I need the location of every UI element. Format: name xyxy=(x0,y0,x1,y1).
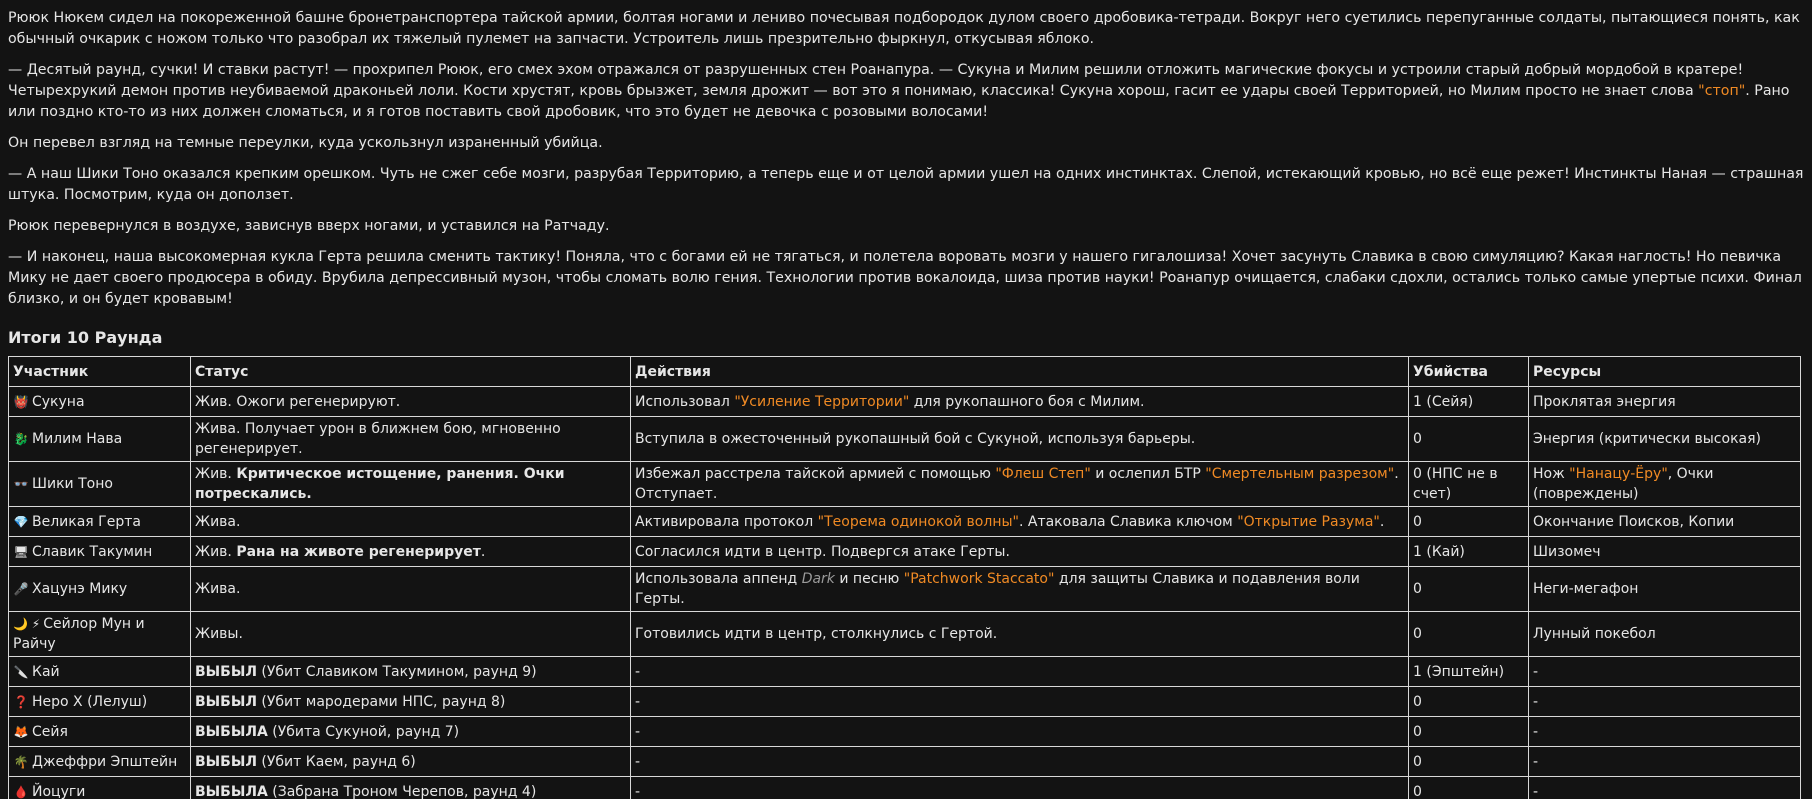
table-row xyxy=(9,717,1801,747)
actions-cell: - xyxy=(631,717,1409,747)
moon-lightning-icon: 🌙 ⚡ xyxy=(13,617,41,631)
resources-cell: Шизомеч xyxy=(1529,537,1801,567)
participant-cell: 🦊 Сейя xyxy=(9,717,191,747)
participant-cell: ❓ Неро Х (Лелуш) xyxy=(9,687,191,717)
knife-icon: 🔪 xyxy=(13,664,29,679)
kills-cell: 0 xyxy=(1409,687,1529,717)
blood-drop-icon: 🩸 xyxy=(13,784,29,799)
actions-cell: Избежал расстрела тайской армией с помощью "Флеш Степ" и ослепил БТР "Смертельным разрезом". Отступает. xyxy=(631,462,1409,507)
status-cell: ВЫБЫЛ (Убит Каем, раунд 6) xyxy=(191,747,631,777)
col-header-kills: Убийства xyxy=(1409,357,1529,387)
table-row xyxy=(9,612,1801,657)
actions-cell: - xyxy=(631,657,1409,687)
participant-cell: 💎 Великая Герта xyxy=(9,507,191,537)
actions-cell: Использовал "Усиление Территории" для рукопашного боя с Милим. xyxy=(631,387,1409,417)
participant-cell: 🖥 Славик Такумин xyxy=(9,537,191,567)
kills-cell: 0 xyxy=(1409,417,1529,462)
resources-cell: Нож "Нанацу-Ёру", Очки (повреждены) xyxy=(1529,462,1801,507)
participant-cell: 🩸 Йоцуги xyxy=(9,777,191,799)
paragraph-intro: Рююк Нюкем сидел на покореженной башне бронетранспортера тайской армии, болтая ногами и лениво почесывая подбородок дулом своего дробовика-тетради. Вокруг него суетились перепуганные солдаты, пытающиеся понять, как обычный очкарик с ножом только что разобрал их тяжелый пулемет на запчасти. Устроитель лишь презрительно фыркнул, откусывая яблоко. xyxy=(8,10,1800,47)
kills-cell: 1 (Сейя) xyxy=(1409,387,1529,417)
col-header-status: Статус xyxy=(191,357,631,387)
paragraph-flip: Рююк перевернулся в воздухе, зависнув вверх ногами, и уставился на Ратчаду. xyxy=(8,218,610,234)
resources-cell: - xyxy=(1529,687,1801,717)
actions-cell: Согласился идти в центр. Подвергся атаке Герты. xyxy=(631,537,1409,567)
table-row xyxy=(9,537,1801,567)
dragon-icon: 🐉 xyxy=(13,432,29,446)
palm-tree-icon: 🌴 xyxy=(13,754,29,769)
status-cell: ВЫБЫЛ (Убит мародерами НПС, раунд 8) xyxy=(191,687,631,717)
col-header-actions: Действия xyxy=(631,357,1409,387)
col-header-participant: Участник xyxy=(9,357,191,387)
paragraph-shiki: — А наш Шики Тоно оказался крепким орешком. Чуть не сжег себе мозги, разрубая Территорию, а теперь еще и от целой армии ушел на одних инстинктах. Слепой, истекающий кровью, но всё еще режет! Инстинкты Наная — страшная штука. Посмотрим, куда он доползет. xyxy=(8,166,1804,203)
actions-cell: - xyxy=(631,687,1409,717)
participant-cell: 🌙 ⚡ Сейлор Мун и Райчу xyxy=(9,612,191,657)
actions-cell: Вступила в ожесточенный рукопашный бой с Сукуной, используя барьеры. xyxy=(631,417,1409,462)
table-row xyxy=(9,567,1801,612)
resources-cell: - xyxy=(1529,777,1801,799)
kills-cell: 1 (Кай) xyxy=(1409,537,1529,567)
resources-cell: Энергия (критически высокая) xyxy=(1529,417,1801,462)
glasses-icon: 👓 xyxy=(13,477,29,491)
question-icon: ❓ xyxy=(13,694,29,709)
highlight-quote: "стоп" xyxy=(1698,83,1746,99)
resources-cell: - xyxy=(1529,657,1801,687)
actions-cell: Готовились идти в центр, столкнулись с Гертой. xyxy=(631,612,1409,657)
demon-icon: 👹 xyxy=(13,394,29,409)
status-cell: ВЫБЫЛА (Забрана Троном Черепов, раунд 4) xyxy=(191,777,631,799)
results-table xyxy=(8,356,1801,799)
kills-cell: 0 xyxy=(1409,567,1529,612)
status-cell: ВЫБЫЛА (Убита Сукуной, раунд 7) xyxy=(191,717,631,747)
status-cell: Жив. Критическое истощение, ранения. Очки потрескались. xyxy=(191,462,631,507)
table-row xyxy=(9,387,1801,417)
resources-cell: Лунный покебол xyxy=(1529,612,1801,657)
table-row xyxy=(9,462,1801,507)
paragraph-round-announcement: — Десятый раунд, сучки! И ставки растут! — прохрипел Рююк, его смех эхом отражался от разрушенных стен Роанапура. — Сукуна и Милим решили отложить магические фокусы и устроили старый добрый мордобой в кратере! Четырехрукий демон против неубиваемой драконьей лоли. Кости хрустят, кровь брызжет, земля дрожит — вот это я понимаю, классика! Сукуна хорош, гасит ее удары своей Территорией, но Милим просто не знает слова "стоп". Рано или поздно кто-то из них должен сломаться, и я готов поставить свой дробовик, что это будет не девочка с розовыми волосами! xyxy=(8,62,1790,120)
fox-icon: 🦊 xyxy=(13,724,29,739)
kills-cell: 0 xyxy=(1409,612,1529,657)
gem-icon: 💎 xyxy=(13,514,29,529)
kills-cell: 0 xyxy=(1409,717,1529,747)
kills-cell: 1 (Эпштейн) xyxy=(1409,657,1529,687)
table-row xyxy=(9,687,1801,717)
participant-cell: 👹 Сукуна xyxy=(9,387,191,417)
status-cell: Жива. xyxy=(191,507,631,537)
resources-cell: Неги-мегафон xyxy=(1529,567,1801,612)
actions-cell: - xyxy=(631,747,1409,777)
table-row xyxy=(9,777,1801,799)
actions-cell: - xyxy=(631,777,1409,799)
status-cell: Жив. Рана на животе регенерирует. xyxy=(191,537,631,567)
kills-cell: 0 (НПС не в счет) xyxy=(1409,462,1529,507)
status-cell: Живы. xyxy=(191,612,631,657)
status-cell: Жив. Ожоги регенерируют. xyxy=(191,387,631,417)
kills-cell: 0 xyxy=(1409,777,1529,799)
table-header-row xyxy=(9,357,1801,387)
resources-cell: Окончание Поисков, Копии xyxy=(1529,507,1801,537)
resources-cell: - xyxy=(1529,717,1801,747)
participant-cell: 🌴 Джеффри Эпштейн xyxy=(9,747,191,777)
status-cell: Жива. xyxy=(191,567,631,612)
col-header-resources: Ресурсы xyxy=(1529,357,1801,387)
participant-cell: 👓 Шики Тоно xyxy=(9,462,191,507)
paragraph-glance: Он перевел взгляд на темные переулки, куда ускользнул израненный убийца. xyxy=(8,135,603,151)
resources-cell: - xyxy=(1529,747,1801,777)
status-cell: Жива. Получает урон в ближнем бою, мгновенно регенерирует. xyxy=(191,417,631,462)
kills-cell: 0 xyxy=(1409,507,1529,537)
participant-cell: 🔪 Кай xyxy=(9,657,191,687)
status-cell: ВЫБЫЛ (Убит Славиком Такумином, раунд 9) xyxy=(191,657,631,687)
resources-cell: Проклятая энергия xyxy=(1529,387,1801,417)
computer-icon: 🖥 xyxy=(13,544,29,559)
table-row xyxy=(9,747,1801,777)
table-row xyxy=(9,417,1801,462)
paragraph-finale: — И наконец, наша высокомерная кукла Герта решила сменить тактику! Поняла, что с богами ей не тягаться, и полетела воровать мозги у нашего гигалошиза! Хочет засунуть Славика в свою симуляцию? Какая наглость! Но певичка Мику не дает своего продюсера в обиду. Врубила депрессивный музон, чтобы сломать волю гения. Технологии против вокалоида, шиза против науки! Роанапур очищается, слабаки сдохли, остались только самые упертые психи. Финал близко, и он будет кровавым! xyxy=(8,249,1802,307)
participant-cell: 🐉 Милим Нава xyxy=(9,417,191,462)
results-heading: Итоги 10 Раунда xyxy=(8,328,163,347)
actions-cell: Использовала аппенд Dark и песню "Patchwork Staccato" для защиты Славика и подавления воли Герты. xyxy=(631,567,1409,612)
actions-cell: Активировала протокол "Теорема одинокой волны". Атаковала Славика ключом "Открытие Разума". xyxy=(631,507,1409,537)
table-row xyxy=(9,657,1801,687)
microphone-icon: 🎤 xyxy=(13,582,29,596)
participant-cell: 🎤 Хацунэ Мику xyxy=(9,567,191,612)
kills-cell: 0 xyxy=(1409,747,1529,777)
table-row xyxy=(9,507,1801,537)
